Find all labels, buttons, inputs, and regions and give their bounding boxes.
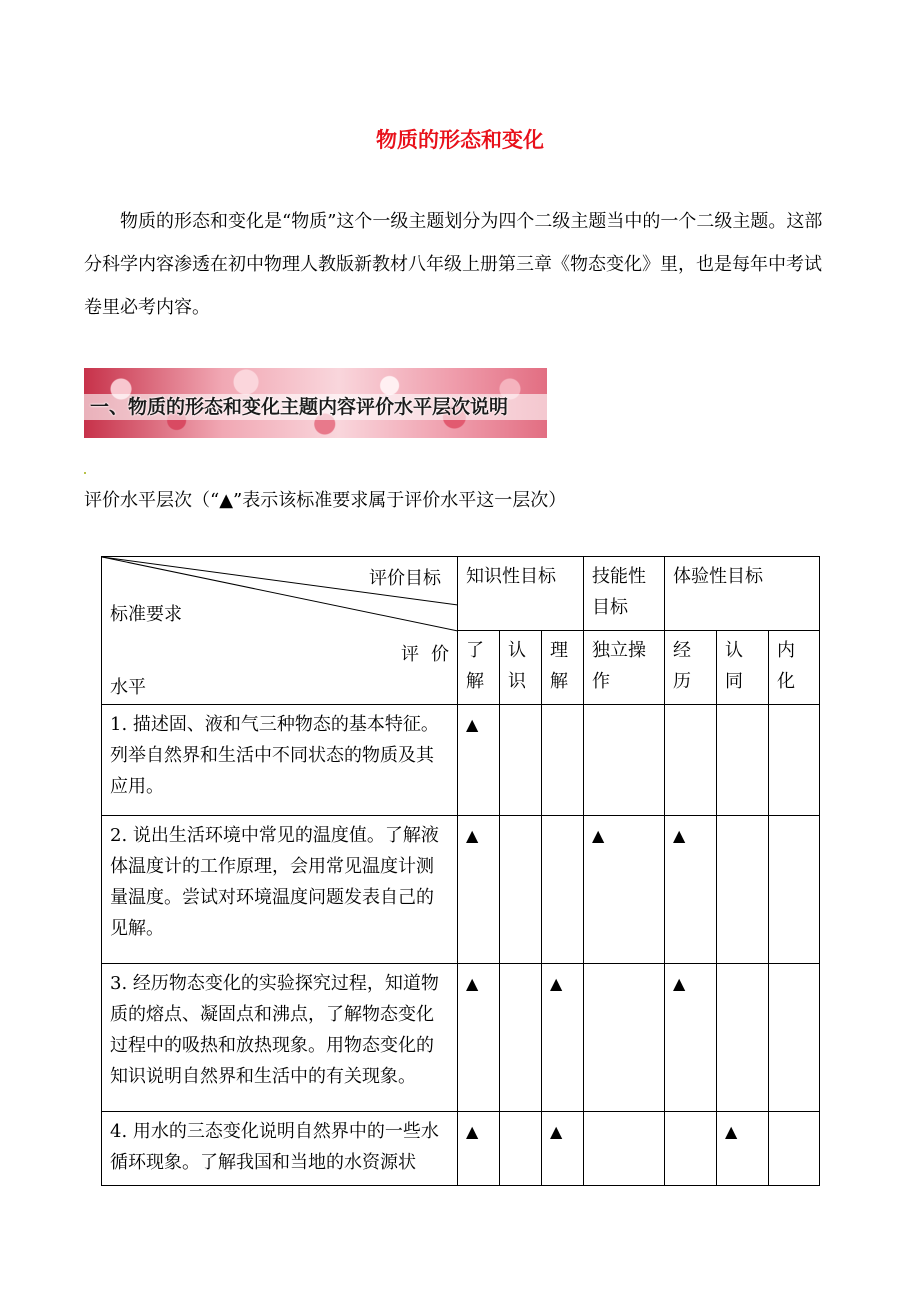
intro-paragraph: 物质的形态和变化是“物质”这个一级主题划分为四个二级主题当中的一个二级主题。这部分科学内容渗透在初中物理人教版新教材八年级上册第三章《物态变化》里，也是每年中考试卷里必考内容。 [84,211,823,318]
table-row [102,816,820,964]
subheader-cell: 经历 [665,631,717,705]
target-label: 评价目标 [369,568,441,589]
group-header-knowledge: 知识性目标 [458,557,584,631]
subheader-cell: 理解 [542,631,584,705]
mark-cell: ▲ [458,964,500,1112]
mark-cell [769,964,820,1112]
page-title: 物质的形态和变化 [376,128,544,152]
requirement-text: 1. 描述固、液和气三种物态的基本特征。列举自然界和生活中不同状态的物质及其应用。 [102,705,458,816]
table-row [102,705,820,816]
section-heading: 一、物质的形态和变化主题内容评价水平层次说明 [90,396,509,418]
mark-cell [500,816,542,964]
mark-cell [717,705,769,816]
stray-dot [84,472,86,474]
mark-cell: ▲ [542,964,584,1112]
mark-cell [500,1112,542,1186]
table-row [102,964,820,1112]
group-header-skill: 技能性目标 [584,557,665,631]
mark-cell [500,705,542,816]
subheader-cell: 认识 [500,631,542,705]
mark-cell: ▲ [665,964,717,1112]
mark-cell: ▲ [458,816,500,964]
section-banner [84,368,547,438]
subheader-cell: 认同 [717,631,769,705]
level-label: 水平 [110,677,146,698]
requirement-text: 4. 用水的三态变化说明自然界中的一些水循环现象。了解我国和当地的水资源状 [102,1112,458,1186]
mark-cell [584,964,665,1112]
diagonal-header-cell [102,557,461,705]
mark-cell [665,705,717,816]
mark-cell [542,816,584,964]
mark-cell [717,964,769,1112]
mark-cell [500,964,542,1112]
table-row [102,1112,820,1186]
mark-cell: ▲ [542,1112,584,1186]
subheader-cell: 独立操作 [584,631,665,705]
subheader-cell: 了解 [458,631,500,705]
mark-cell [584,1112,665,1186]
requirement-text: 3. 经历物态变化的实验探究过程，知道物质的熔点、凝固点和沸点，了解物态变化过程中的吸热和放热现象。用物态变化的知识说明自然界和生活中的有关现象。 [102,964,458,1112]
mark-cell: ▲ [717,1112,769,1186]
mark-cell: ▲ [458,1112,500,1186]
mark-cell [769,816,820,964]
mark-cell: ▲ [458,705,500,816]
subheader-cell: 内化 [769,631,820,705]
eval-label: 评价 [401,644,461,665]
mark-cell: ▲ [584,816,665,964]
standard-label: 标准要求 [110,604,182,625]
group-header-experience: 体验性目标 [665,557,820,631]
table-caption: 评价水平层次（“▲”表示该标准要求属于评价水平这一层次） [84,490,567,511]
mark-cell [769,705,820,816]
mark-cell [717,816,769,964]
requirement-text: 2. 说出生活环境中常见的温度值。了解液体温度计的工作原理，会用常见温度计测量温度。尝试对环境温度问题发表自己的见解。 [102,816,458,964]
mark-cell [665,1112,717,1186]
mark-cell [584,705,665,816]
mark-cell [542,705,584,816]
evaluation-table [101,556,820,1186]
mark-cell: ▲ [665,816,717,964]
mark-cell [769,1112,820,1186]
